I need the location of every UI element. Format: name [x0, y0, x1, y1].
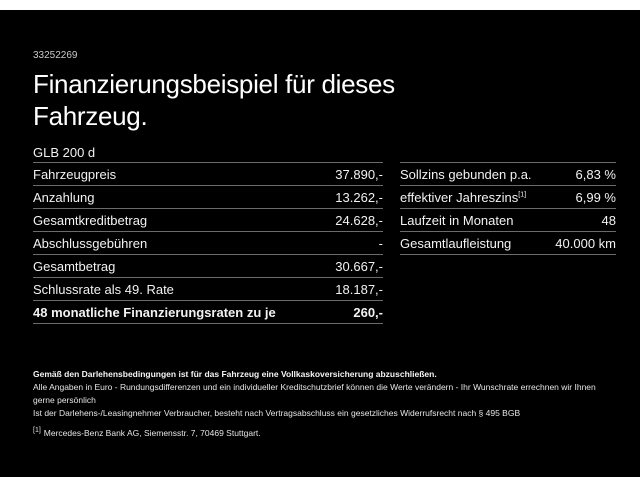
table-row [33, 185, 383, 208]
page-title-line2: Fahrzeug. [33, 101, 148, 131]
table-row [33, 277, 383, 300]
page-title [33, 68, 395, 132]
content-background [0, 10, 640, 477]
row-label: Schlussrate als 49. Rate [33, 281, 174, 297]
footer-disclaimer-euro: Alle Angaben in Euro - Rundungsdifferenzen und ein individueller Kreditschutzbrief können die Werte verändern - Ihr Wunschrate errechnen wir Ihnen gerne persönlich [33, 382, 596, 405]
footer-disclaimer-withdrawal: Ist der Darlehens-/Leasingnehmer Verbraucher, besteht nach Vertragsabschluss ein gesetzliches Widerrufsrecht nach § 495 BGB [33, 408, 521, 418]
row-label [400, 190, 526, 205]
row-value: 18.187,- [335, 281, 383, 297]
table-row [33, 231, 383, 254]
footer-disclaimer-insurance: Gemäß den Darlehensbedingungen ist für das Fahrzeug eine Vollkaskoversicherung abzuschließen. [33, 369, 437, 379]
reference-number: 33252269 [33, 50, 78, 61]
row-label: Fahrzeugpreis [33, 166, 117, 182]
row-label: Sollzins gebunden p.a. [400, 166, 532, 182]
row-value: 40.000 km [555, 235, 616, 251]
footer-disclaimer [33, 368, 619, 440]
financing-details-table [33, 162, 383, 324]
row-value: 6,83 % [575, 166, 616, 182]
row-label-text: effektiver Jahreszins [400, 189, 519, 205]
table-row [33, 208, 383, 231]
footnote-text: Mercedes-Benz Bank AG, Siemensstr. 7, 70469 Stuttgart. [43, 428, 261, 438]
table-row [33, 254, 383, 277]
table-row [400, 185, 616, 208]
row-value: 24.628,- [335, 212, 383, 228]
row-label: Laufzeit in Monaten [400, 212, 514, 228]
row-value: 37.890,- [335, 166, 383, 182]
footnote-marker: [1] [33, 427, 41, 435]
page-title-line1: Finanzierungsbeispiel für dieses [33, 69, 395, 99]
row-value: - [378, 235, 383, 251]
footnote-marker: [1] [518, 191, 527, 199]
row-label: 48 monatliche Finanzierungsraten zu je [33, 304, 276, 320]
table-row [400, 231, 616, 255]
table-row-monthly-rate [33, 300, 383, 324]
row-label: Gesamtbetrag [33, 258, 116, 274]
row-label: Anzahlung [33, 189, 95, 205]
row-value: 6,99 % [575, 189, 616, 205]
row-value: 260,- [353, 304, 383, 320]
row-value: 48 [601, 212, 616, 228]
row-label: Abschlussgebühren [33, 235, 148, 251]
row-label: Gesamtlaufleistung [400, 235, 512, 251]
vehicle-model: GLB 200 d [33, 145, 96, 160]
table-row [400, 162, 616, 185]
table-row [400, 208, 616, 231]
footer-footnote [33, 427, 619, 440]
row-value: 30.667,- [335, 258, 383, 274]
table-row [33, 162, 383, 185]
row-value: 13.262,- [335, 189, 383, 205]
interest-terms-table [400, 162, 616, 255]
row-label: Gesamtkreditbetrag [33, 212, 148, 228]
